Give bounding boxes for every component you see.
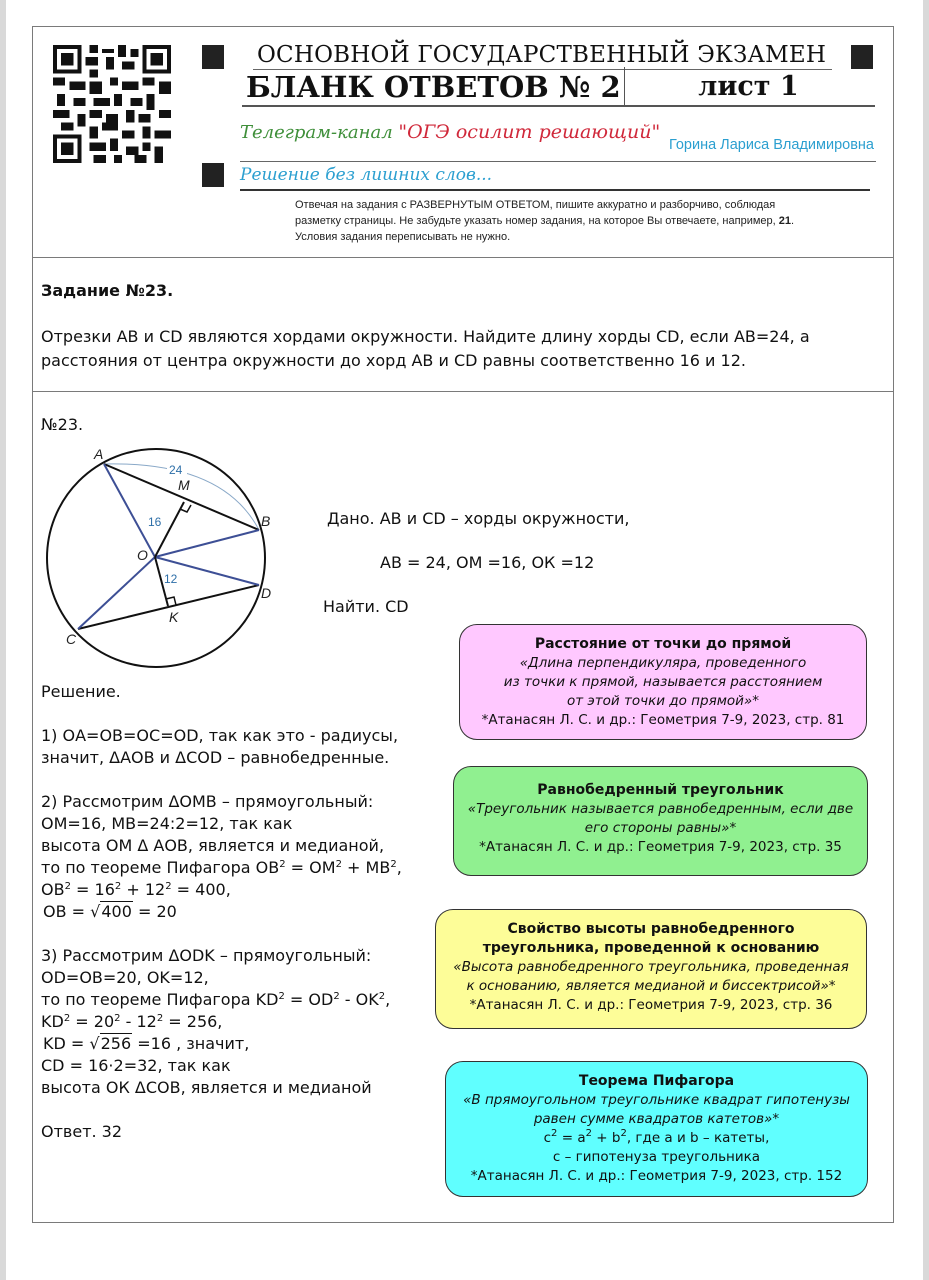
telegram-channel: "ОГЭ осилит решающий"	[398, 121, 661, 143]
instructions-line: разметку страницы. Не забудьте указать номер задания, на которое Вы отвечаете, например, 21.	[295, 215, 795, 227]
radius-oc	[78, 557, 155, 629]
segment-om	[155, 502, 184, 557]
alignment-marker-top-left	[202, 45, 224, 69]
step-2-line: 2) Рассмотрим ΔОМВ – прямоугольный:	[41, 792, 374, 811]
step-2-line: $ОВ^2 = 16^2 + 12^2 = 400$,	[41, 880, 231, 899]
theory-box-title: Свойство высоты равнобедренного	[507, 921, 795, 937]
solution-number: №23.	[41, 415, 84, 434]
theory-box-distance: Расстояние от точки до прямой «Длина перпендикуляра, проведенного из точки к прямой, называется расстоянием от этой точки до прямой»* *Атанасян Л. С. и др.: Геометрия 7-9, 2023, стр. 81	[459, 624, 867, 740]
step-2-line: ОМ=16, МВ=24:2=12, так как	[41, 814, 293, 833]
sheet-header	[33, 27, 893, 258]
point-m: M	[178, 477, 190, 493]
telegram-prefix: Телеграм-канал	[240, 122, 399, 143]
alignment-marker-mid-left	[202, 163, 224, 187]
point-k: K	[169, 609, 179, 625]
form-title: БЛАНК ОТВЕТОВ № 2	[242, 67, 625, 105]
point-b: B	[261, 513, 271, 529]
label-om-length: 16	[148, 515, 162, 529]
theory-box-source: *Атанасян Л. С. и др.: Геометрия 7-9, 2023, стр. 152	[470, 1168, 843, 1184]
theory-box-source: *Атанасян Л. С. и др.: Геометрия 7-9, 2023, стр. 35	[479, 839, 842, 855]
point-d: D	[261, 585, 272, 601]
instructions-line: Условия задания переписывать не нужно.	[295, 231, 511, 243]
answer-sheet	[32, 26, 894, 1223]
solution-section	[33, 391, 893, 1223]
theory-box-pythagoras: Теорема Пифагора «В прямоугольном треугольнике квадрат гипотенузы равен сумме квадратов катетов»* $c^2 = a^2 + b^2$, где a и b – катеты, c – гипотенуза треугольника *Атанасян Л. С. и др.: Геометрия 7-9, 2023, стр. 152	[445, 1061, 868, 1197]
qr-code-icon	[53, 43, 171, 165]
step-2-line: OB = √400 = 20	[43, 902, 177, 921]
given-line-1: Дано. АВ и CD – хорды окружности,	[327, 509, 630, 528]
step-3-line: OD=OB=20, OK=12,	[41, 968, 209, 987]
circle-chords-diagram	[33, 431, 313, 691]
find-line: Найти. CD	[323, 597, 409, 616]
page-edge-right	[923, 0, 929, 1280]
step-3-line: CD = 16·2=32, так как	[41, 1056, 231, 1075]
step-1-line: 1) ОА=ОВ=ОС=OD, так как это - радиусы,	[41, 726, 399, 745]
step-3-line: KD = √256 =16 , значит,	[43, 1034, 250, 1053]
pythagoras-formula: $c^2 = a^2 + b^2$, где a и b – катеты,	[543, 1128, 770, 1146]
step-3-line: 3) Рассмотрим ΔODK – прямоугольный:	[41, 946, 372, 965]
point-c: C	[66, 631, 77, 647]
answer: Ответ. 32	[41, 1122, 123, 1141]
radius-oa	[104, 464, 155, 557]
exam-title: ОСНОВНОЙ ГОСУДАРСТВЕННЫЙ ЭКЗАМЕН	[253, 41, 832, 70]
instructions	[295, 197, 875, 245]
telegram-line	[240, 119, 876, 162]
theory-box-source: *Атанасян Л. С. и др.: Геометрия 7-9, 2023, стр. 36	[469, 997, 833, 1013]
step-3-line: $KD^2 = 20^2 - 12^2 = 256$,	[41, 1012, 223, 1031]
sqrt-icon: √256	[89, 1034, 132, 1053]
task-title: Задание №23.	[41, 281, 174, 300]
label-ok-length: 12	[164, 572, 178, 586]
step-3-line: высота ОК ΔCOB, является и медианой	[41, 1078, 372, 1097]
theory-box-altitude-property: Свойство высоты равнобедренного треугольника, проведенной к основанию «Высота равнобедренного треугольника, проведенная к основанию, является медианой и биссектрисой»* *Атанасян Л. С. и др.: Геометрия 7-9, 2023, стр. 36	[435, 909, 867, 1029]
alignment-marker-top-right	[851, 45, 873, 69]
theory-box-title: Расстояние от точки до прямой	[534, 636, 792, 652]
sheet-label: лист 1	[698, 71, 799, 102]
step-1-line: значит, ΔАОВ и ΔCOD – равнобедренные.	[41, 748, 390, 767]
task-section	[33, 257, 893, 392]
slogan: Решение без лишних слов...	[240, 163, 840, 191]
instructions-line: Отвечая на задания с РАЗВЕРНУТЫМ ОТВЕТОМ, пишите аккуратно и разборчиво, соблюдая	[295, 199, 776, 211]
theory-box-isosceles: Равнобедренный треугольник «Треугольник называется равнобедренным, если две его стороны равны»* *Атанасян Л. С. и др.: Геометрия 7-9, 2023, стр. 35	[453, 766, 868, 876]
label-ab-length: 24	[169, 463, 183, 477]
theory-box-title: Равнобедренный треугольник	[537, 782, 784, 798]
sqrt-icon: √400	[90, 902, 132, 921]
solution-steps	[41, 681, 441, 1143]
radius-ob	[155, 530, 259, 557]
divider	[240, 189, 870, 191]
point-a: A	[94, 446, 104, 462]
form-title-row	[242, 67, 875, 107]
page-edge-left	[0, 0, 6, 1280]
theory-box-source: *Атанасян Л. С. и др.: Геометрия 7-9, 2023, стр. 81	[481, 712, 845, 728]
point-o: O	[137, 547, 148, 563]
step-2-line: высота ОМ Δ АОВ, является и медианой,	[41, 836, 385, 855]
solution-heading: Решение.	[41, 682, 121, 701]
step-3-line: то по теореме Пифагора $KD^2 = OD^2 - OK^2$,	[41, 990, 391, 1009]
theory-box-title: Теорема Пифагора	[578, 1073, 735, 1089]
author-name: Горина Лариса Владимировна	[668, 137, 874, 153]
task-text: Отрезки АВ и CD являются хордами окружности. Найдите длину хорды CD, если АВ=24, а расстояния от центра окружности до хорд АВ и CD равны соответственно 16 и 12.	[41, 327, 810, 370]
given-line-2: АВ = 24, ОМ =16, ОК =12	[380, 553, 595, 572]
step-2-line: то по теореме Пифагора $ОВ^2 = ОМ^2 + МВ^2$,	[41, 858, 402, 877]
